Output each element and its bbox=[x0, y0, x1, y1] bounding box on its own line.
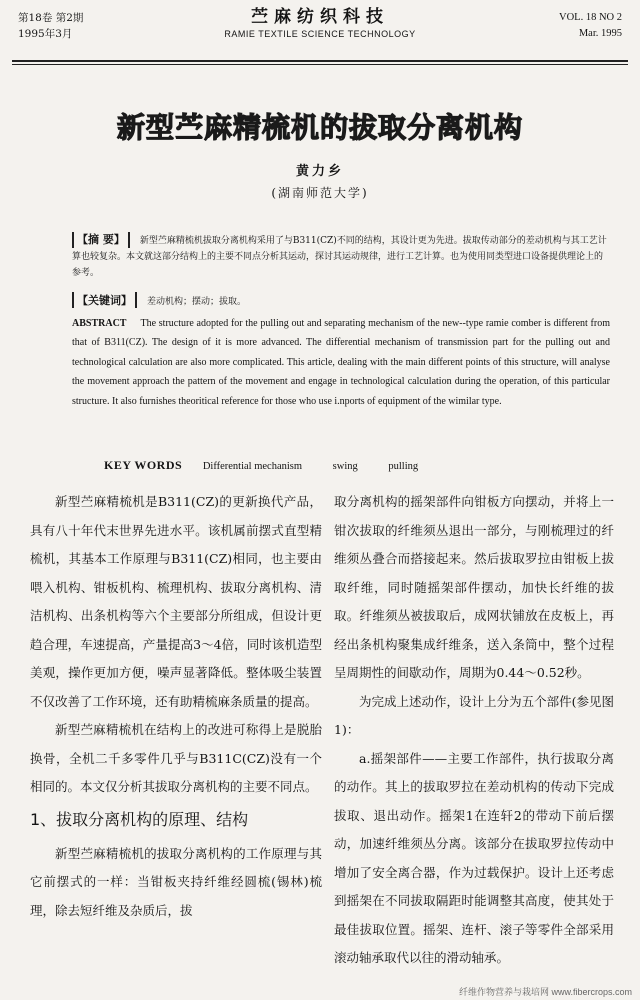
keyword-en-item: Differential mechanism bbox=[202, 461, 303, 472]
affiliation: (湖南师范大学) bbox=[271, 186, 369, 200]
abstract-zh-text: 新型苎麻精梳机拔取分离机构采用了与B311(CZ)不同的结构，其设计更为先进。拔取传动部分的差动机构与其工艺计算也较复杂。本文就这部分结构上的主要不同点分析其运动，探讨其运动规律，进行工艺计算。也为使用同类型进口设备提供理论上的参考。 bbox=[72, 236, 607, 278]
keywords-en bbox=[104, 458, 610, 473]
keyword-en-item: swing bbox=[332, 461, 358, 472]
keywords-zh-text: 差动机构；摆动；拔取。 bbox=[147, 297, 247, 307]
section-heading: 1、拔取分离机构的原理、结构 bbox=[30, 809, 249, 829]
article-title: 新型苎麻精梳机的拔取分离机构 bbox=[116, 111, 523, 144]
body-paragraph: 为完成上述动作，设计上分为五个部件(参见图1)： bbox=[334, 693, 614, 737]
header-rule-thin bbox=[12, 64, 628, 65]
body-column-right bbox=[334, 488, 614, 973]
body-paragraph: 取分离机构的摇架部件向钳板方向摆动，并将上一钳次拔取的纤维须丛退出一部分，与刚梳理过的纤维须丛叠合而搭接起来。然后拔取罗拉由钳板上拔取纤维，同时随摇架部件摆动，加快长纤维的拔取。纤维须丛被拔取后，成网状铺放在皮板上，再经出条机构聚集成纤维条，送入条筒中，整个过程呈周期性的间歇动作，周期为0.44～0.52秒。 bbox=[334, 494, 614, 680]
abstract-zh-label: 【摘 要】 bbox=[72, 232, 130, 248]
header-right bbox=[559, 10, 622, 42]
body-paragraph: 新型苎麻精梳机是B311(CZ)的更新换代产品，具有八十年代末世界先进水平。该机属前摆式直型精梳机，其基本工作原理与B311(CZ)相同，也主要由喂入机构、钳板机构、梳理机构、拔取分离机构、清洁机构、出条机构等六个主要部分所组成，但设计更趋合理，车速提高，产量提高3～4倍，同时该机造型美观，操作更加方便，噪声显著降低。整体吸尘装置不仅改善了工作环境，还有助精梳麻条质量的提高。 bbox=[30, 494, 322, 709]
header-center bbox=[160, 6, 480, 40]
body-paragraph: 新型苎麻精梳机的拔取分离机构的工作原理与其它前摆式的一样：当钳板夹持纤维经圆梳(锡林)梳理，除去短纤维及杂质后，拔 bbox=[30, 845, 322, 918]
journal-name-zh: 苎麻纺织科技 bbox=[251, 7, 389, 27]
header-left bbox=[18, 10, 83, 42]
keywords-en-label: KEY WORDS bbox=[104, 458, 183, 472]
body-paragraph: 新型苎麻精梳机在结构上的改进可称得上是脱胎换骨，全机二千多零件几乎与B311C(CZ)没有一个相同的。本文仅分析其拔取分离机构的主要不同点。 bbox=[30, 722, 322, 794]
abstract-en bbox=[72, 314, 610, 411]
date-zh: 1995年3月 bbox=[18, 28, 73, 40]
header-rule-thick bbox=[12, 60, 628, 62]
abstract-en-text: The structure adopted for the pulling out and separating mechanism of the new--type ramie comber is different from that of B311(CZ). The design of it is more advanced. The differential mechanism of transmission part for the pulling out and technological calculation are also more complicated. This article, dealing with the main different points of this structure, will analyse the movement approach the pattern of the movement and engage in technological calculation during the operation, of this particular structure. It also furnishes theoritical reference for those who use i.nports of equipment of the wimilar type. bbox=[72, 318, 610, 407]
volume-issue-en: VOL. 18 NO 2 bbox=[559, 12, 622, 23]
body-paragraph: a.摇架部件——主要工作部件，执行拔取分离的动作。其上的拔取罗拉在差动机构的传动下完成拔取、退出动作。摇架1在连轩2的带动下前后摆动，加速纤维须丛分离。该部分在拔取罗拉传动中增加了安全离合器，作为过载保护。设计上还考虑到摇架在不同拔取隔距时能调整其高度，使其处于最佳拔取位置。摇架、连杆、滚子等零件全部采用滚动轴承取代以往的滑动轴承。 bbox=[334, 750, 614, 965]
abstract-zh bbox=[72, 232, 610, 281]
volume-issue-zh: 第18卷 第2期 bbox=[18, 12, 84, 24]
keywords-zh bbox=[72, 292, 610, 308]
keywords-zh-label: 【关键词】 bbox=[72, 292, 137, 308]
date-en: Mar. 1995 bbox=[578, 28, 622, 39]
author: 黄力乡 bbox=[295, 164, 344, 179]
watermark: 纤维作物营养与栽培网 www.fibercrops.com bbox=[458, 987, 632, 997]
body-column-left bbox=[30, 488, 322, 925]
journal-name-en: RAMIE TEXTILE SCIENCE TECHNOLOGY bbox=[224, 29, 416, 39]
keyword-en-item: pulling bbox=[388, 461, 419, 472]
abstract-en-label: ABSTRACT bbox=[72, 318, 127, 329]
